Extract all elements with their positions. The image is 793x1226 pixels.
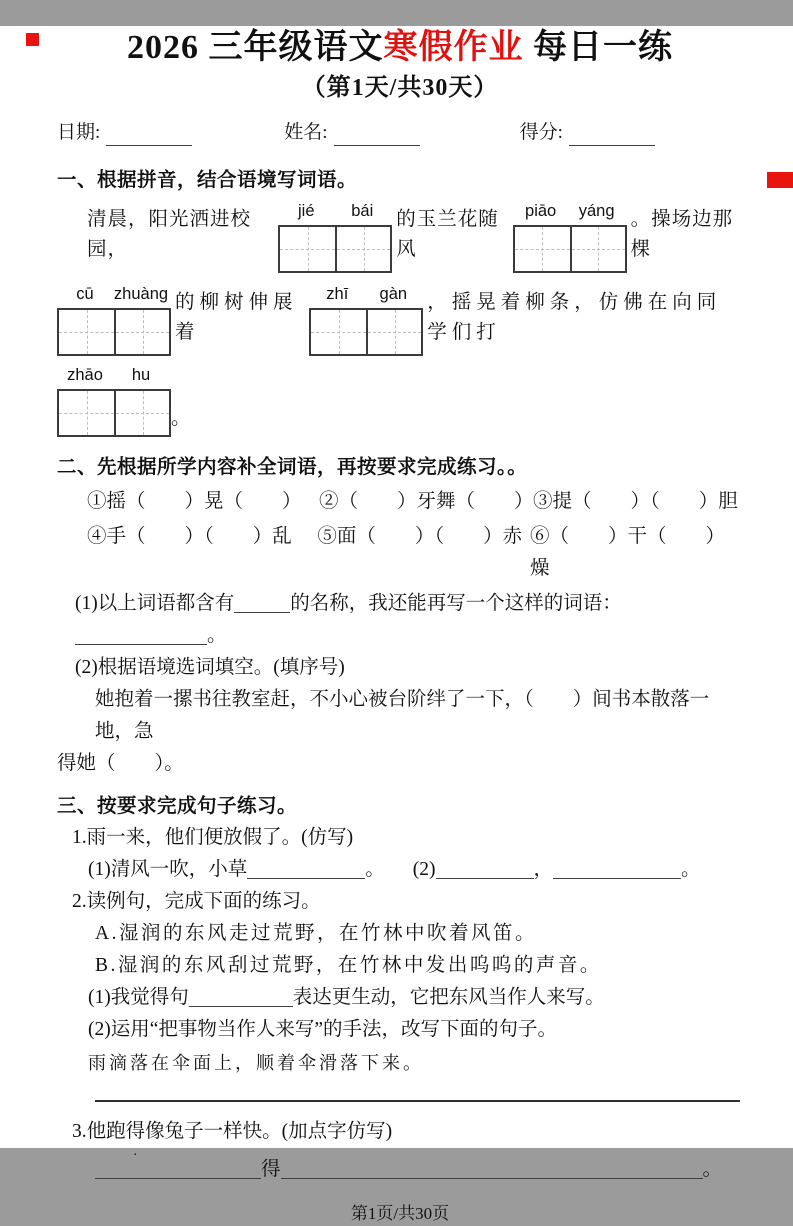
question-text: 。 bbox=[681, 859, 701, 880]
answer-blank bbox=[553, 857, 681, 879]
question-text: 3.他跑 bbox=[72, 1121, 126, 1142]
example-sentence-a: A.湿润的东风走过荒野，在竹林中吹着风笛。 bbox=[95, 923, 537, 944]
writing-cell bbox=[114, 391, 169, 435]
date-label: 日期: bbox=[57, 122, 101, 143]
question-text: 。 bbox=[365, 859, 385, 880]
score-field bbox=[520, 120, 655, 146]
word-group: ②（ ）牙舞（ ） bbox=[319, 491, 534, 512]
section3-heading: 三、按要求完成句子练习。 bbox=[57, 796, 298, 817]
answer-blank bbox=[281, 1157, 703, 1179]
answer-blank bbox=[189, 985, 293, 1007]
writing-box bbox=[57, 308, 171, 356]
answer-rule bbox=[95, 1100, 740, 1102]
writing-cell bbox=[311, 310, 366, 354]
sentence-text: 的玉兰花随风 bbox=[396, 209, 499, 260]
red-corner-mark bbox=[26, 33, 39, 46]
sentence-text: 的柳树伸展着 bbox=[175, 292, 298, 343]
question-text: 。 bbox=[207, 625, 227, 646]
section2-q1 bbox=[75, 588, 743, 652]
title-highlight: 寒假作业 bbox=[383, 29, 524, 66]
section2-q2: (2)根据语境选词填空。(填序号) bbox=[75, 657, 345, 678]
writing-box bbox=[513, 225, 627, 273]
question-text: 的名称，我还能再写一个这样的词语： bbox=[290, 593, 622, 614]
pinyin-label: cū zhuàng bbox=[76, 285, 169, 303]
answer-blank bbox=[436, 857, 534, 879]
pinyin-grid-zhaohu bbox=[57, 366, 171, 437]
answer-blank bbox=[234, 591, 290, 613]
pinyin-grid-zhigan bbox=[309, 285, 423, 356]
writing-cell bbox=[366, 310, 421, 354]
writing-box bbox=[57, 389, 171, 437]
word-group: ④手（ ）（ ）乱 bbox=[87, 526, 292, 547]
rewrite-source-sentence: 雨滴落在伞面上，顺着伞滑落下来。 bbox=[88, 1053, 424, 1073]
pinyin-label: jié bái bbox=[298, 202, 374, 220]
question-text: 。 bbox=[702, 1159, 723, 1180]
pinyin-label: zhī gàn bbox=[326, 285, 408, 303]
section3-item2-q2: (2)运用“把事物当作人来写”的手法，改写下面的句子。 bbox=[88, 1019, 558, 1040]
word-group: ⑤面（ ）（ ）赤 bbox=[317, 526, 523, 547]
question-text: 得 bbox=[261, 1159, 281, 1180]
question-text: 像兔子一样快。(加点字仿写) bbox=[145, 1121, 393, 1142]
answer-blank bbox=[75, 623, 207, 645]
score-label: 得分: bbox=[519, 122, 563, 143]
word-line-1 bbox=[87, 486, 743, 518]
sentence-text: ，摇晃着柳条，仿佛在向同学们打 bbox=[427, 292, 722, 343]
word-group: ③提（ ）（ ）胆 bbox=[533, 491, 738, 512]
name-blank bbox=[334, 124, 420, 146]
section1-heading: 一、根据拼音，结合语境写词语。 bbox=[57, 170, 358, 191]
pinyin-label: zhāo hu bbox=[67, 366, 151, 384]
name-label: 姓名: bbox=[284, 122, 328, 143]
page-title bbox=[57, 26, 743, 70]
score-blank bbox=[569, 124, 655, 146]
writing-box bbox=[278, 225, 392, 273]
page-number: 第1页/共30页 bbox=[350, 1204, 450, 1223]
section3-item1-questions bbox=[88, 854, 743, 886]
section3-item1: 1.雨一来，他们便放假了。(仿写) bbox=[72, 827, 354, 848]
answer-blank bbox=[247, 857, 365, 879]
info-row bbox=[57, 120, 743, 146]
section1-row3 bbox=[57, 366, 743, 437]
worksheet-page bbox=[0, 26, 793, 1223]
writing-cell bbox=[59, 310, 114, 354]
writing-cell bbox=[59, 391, 114, 435]
pinyin-label: piāo yáng bbox=[525, 202, 615, 220]
writing-cell bbox=[570, 227, 625, 271]
answer-blank bbox=[95, 1157, 261, 1179]
question-text: (1)以上词语都含有 bbox=[75, 593, 235, 614]
pinyin-grid-piaoyang bbox=[513, 202, 627, 273]
section3-item2: 2.读例句，完成下面的练习。 bbox=[72, 891, 321, 912]
pinyin-grid-jiebai bbox=[278, 202, 392, 273]
red-edge-mark bbox=[767, 172, 793, 188]
writing-cell bbox=[335, 227, 390, 271]
date-blank bbox=[106, 124, 192, 146]
word-line-2 bbox=[87, 521, 743, 585]
page-subtitle: （第1天/共30天） bbox=[301, 75, 499, 101]
section2-passage-line1: 她抱着一摞书往教室赶，不小心被台阶绊了一下，（ ）间书本散落一地，急 bbox=[95, 689, 710, 742]
question-text: (2) bbox=[412, 859, 436, 880]
pinyin-grid-cuzhuang bbox=[57, 285, 171, 356]
section3-item3-answer bbox=[95, 1154, 743, 1186]
writing-box bbox=[309, 308, 423, 356]
question-text: (1)清风一吹，小草 bbox=[88, 859, 248, 880]
writing-cell bbox=[280, 227, 335, 271]
section3-item3 bbox=[72, 1116, 743, 1163]
writing-cell bbox=[114, 310, 169, 354]
sentence-text: 。 bbox=[171, 408, 192, 429]
word-group: ①摇（ ）晃（ ） bbox=[87, 491, 302, 512]
dotted-character: 得 · bbox=[125, 1121, 146, 1163]
example-sentence-b: B.湿润的东风刮过荒野，在竹林中发出呜呜的声音。 bbox=[95, 955, 602, 976]
emphasis-dot: · bbox=[133, 1148, 138, 1163]
question-text: 表达更生动，它把东风当作人来写。 bbox=[292, 987, 605, 1008]
question-text: (1)我觉得句 bbox=[88, 987, 189, 1008]
title-part2: 每日一练 bbox=[523, 29, 673, 66]
sentence-text: 。操场边那棵 bbox=[630, 209, 734, 260]
writing-cell bbox=[515, 227, 570, 271]
name-field bbox=[284, 120, 419, 146]
date-field bbox=[57, 120, 192, 146]
section2-passage-line2: 得她（ ）。 bbox=[57, 753, 184, 774]
section2-heading: 二、先根据所学内容补全词语，再按要求完成练习。。 bbox=[57, 457, 528, 478]
question-text: ， bbox=[533, 859, 554, 880]
title-part1: 2026 三年级语文 bbox=[127, 29, 384, 66]
section3-item2-q1 bbox=[88, 982, 743, 1014]
sentence-text: 清晨，阳光洒进校园， bbox=[87, 209, 252, 260]
word-group: ⑥（ ）干（ ）燥 bbox=[529, 526, 725, 579]
section1-row2 bbox=[57, 285, 743, 356]
section1-row1 bbox=[57, 202, 743, 273]
